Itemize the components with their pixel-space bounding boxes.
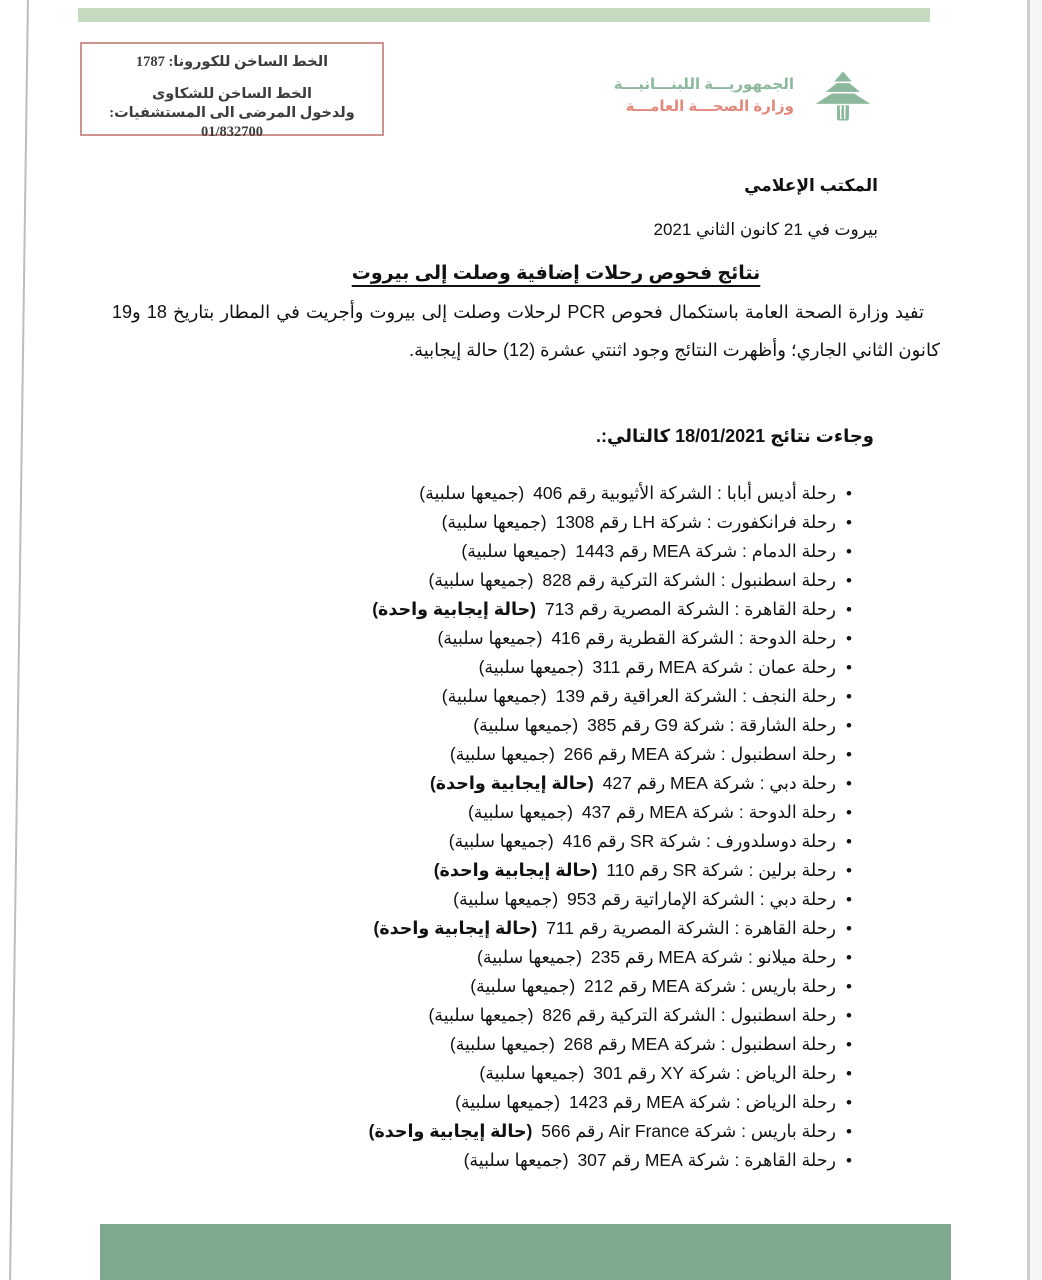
footer-green-bar: [100, 1224, 951, 1280]
flight-item: [110, 798, 852, 827]
flight-result-negative: (جميعها سلبية): [449, 1034, 555, 1054]
flight-info: رحلة اسطنبول : شركة MEA رقم 268: [563, 1034, 836, 1054]
flight-info: رحلة دبي : شركة MEA رقم 427: [602, 773, 836, 793]
flight-item: [110, 566, 852, 595]
page-edge-right: [1027, 0, 1030, 1280]
flight-info: رحلة ميلانو : شركة MEA رقم 235: [590, 947, 836, 967]
flight-item: [110, 943, 852, 972]
flight-result-negative: (جميعها سلبية): [453, 889, 559, 909]
header-green-bar: [78, 8, 930, 22]
flight-item: [110, 769, 852, 798]
logo-republic-text: الجمهوريـــة اللبنـــانيـــة: [613, 76, 794, 93]
flight-result-positive: (حالة إيجابية واحدة): [373, 918, 538, 938]
hotline-box: [80, 42, 384, 140]
flight-result-positive: (حالة إيجابية واحدة): [372, 599, 536, 619]
flight-item: [110, 1088, 852, 1117]
flight-info: رحلة عمان : شركة MEA رقم 311: [592, 657, 836, 677]
corona-hotline-line: الخط الساخن للكورونا: 1787: [135, 54, 329, 70]
flight-info: رحلة القاهرة : الشركة المصرية رقم 711: [546, 918, 836, 938]
flight-info: رحلة الشارقة : شركة G9 رقم 385: [587, 715, 836, 735]
page-margin-right: [1030, 0, 1042, 1280]
flight-item: [110, 595, 852, 624]
flight-item: [110, 682, 852, 711]
flight-result-negative: (جميعها سلبية): [437, 628, 543, 648]
flight-info: رحلة اسطنبول : الشركة التركية رقم 826: [542, 1005, 836, 1025]
flight-info: رحلة باريس : شركة MEA رقم 212: [584, 976, 836, 996]
flight-info: رحلة فرانكفورت : شركة LH رقم 1308: [555, 512, 836, 532]
flight-result-negative: (جميعها سلبية): [428, 1005, 534, 1025]
cedar-tree-icon: [808, 70, 878, 122]
page-edge-left: [9, 0, 29, 1280]
flight-result-negative: (جميعها سلبية): [470, 976, 576, 996]
results-heading: وجاءت نتائج 18/01/2021 كالتالي:.: [596, 426, 874, 446]
flight-item: [110, 653, 852, 682]
flight-info: رحلة القاهرة : الشركة المصرية رقم 713: [544, 599, 836, 619]
flight-item: [110, 972, 852, 1001]
flight-info: رحلة أديس أبابا : الشركة الأثيوبية رقم 406: [533, 483, 836, 503]
flight-result-positive: (حالة إيجابية واحدة): [368, 1121, 533, 1141]
flight-result-negative: (جميعها سلبية): [449, 744, 555, 764]
flight-result-negative: (جميعها سلبية): [477, 947, 582, 967]
flight-info: رحلة اسطنبول : شركة MEA رقم 266: [563, 744, 836, 764]
flight-item: [110, 508, 852, 537]
flight-result-negative: (جميعها سلبية): [479, 1063, 585, 1083]
flight-result-positive: (حالة إيجابية واحدة): [429, 773, 594, 793]
flight-result-negative: (جميعها سلبية): [428, 570, 534, 590]
flight-result-negative: (جميعها سلبية): [455, 1092, 561, 1112]
dateline: بيروت في 21 كانون الثاني 2021: [653, 220, 878, 239]
flight-info: رحلة باريس : شركة Air France رقم 566: [541, 1121, 836, 1141]
flight-info: رحلة برلين : شركة SR رقم 110: [606, 860, 836, 880]
flight-item: [110, 1030, 852, 1059]
flight-item: [110, 740, 852, 769]
flight-info: رحلة الرياض : شركة MEA رقم 1423: [568, 1092, 836, 1112]
flight-info: رحلة الرياض : شركة XY رقم 301: [593, 1063, 836, 1083]
flight-item: [110, 624, 852, 653]
flight-item: [110, 827, 852, 856]
flight-info: رحلة النجف : الشركة العراقية رقم 139: [555, 686, 836, 706]
flight-result-negative: (جميعها سلبية): [419, 483, 525, 503]
flight-result-negative: (جميعها سلبية): [441, 512, 547, 532]
flight-item: [110, 537, 852, 566]
flight-result-negative: (جميعها سلبية): [448, 831, 554, 851]
flight-info: رحلة الدمام : شركة MEA رقم 1443: [575, 541, 836, 561]
flight-result-negative: (جميعها سلبية): [441, 686, 547, 706]
flight-results-list: [110, 479, 852, 1175]
flight-item: [110, 711, 852, 740]
flight-item: [110, 856, 852, 885]
intro-paragraph: تفيد وزارة الصحة العامة باستكمال فحوص PCR لرحلات وصلت إلى بيروت وأجريت في المطار بتاريخ 18 و19 كانون الثاني الجاري؛ وأظهرت النتائج وجود اثنتي عشرة (12) حالة إيجابية.: [112, 302, 940, 360]
complaints-hotline-line2: ولدخول المرضى الى المستشفيات: 01/832700: [109, 105, 355, 140]
flight-result-negative: (جميعها سلبية): [463, 1150, 569, 1170]
flight-item: [110, 914, 852, 943]
flight-result-negative: (جميعها سلبية): [478, 657, 584, 677]
flight-item: [110, 1117, 852, 1146]
flight-item: [110, 1059, 852, 1088]
flight-info: رحلة الدوحة : الشركة القطرية رقم 416: [551, 628, 836, 648]
logo-ministry-text: وزارة الصحـــة العامـــة: [625, 98, 794, 115]
document-title: نتائج فحوص رحلات إضافية وصلت إلى بيروت: [351, 263, 761, 284]
media-office-label: المكتب الإعلامي: [744, 176, 878, 195]
flight-info: رحلة القاهرة : شركة MEA رقم 307: [577, 1150, 836, 1170]
flight-item: [110, 1001, 852, 1030]
flight-result-negative: (جميعها سلبية): [467, 802, 573, 822]
flight-result-negative: (جميعها سلبية): [473, 715, 579, 735]
flight-result-positive: (حالة إيجابية واحدة): [433, 860, 598, 880]
flight-info: رحلة دبي : الشركة الإماراتية رقم 953: [567, 889, 836, 909]
flight-info: رحلة دوسلدورف : شركة SR رقم 416: [562, 831, 836, 851]
flight-info: رحلة الدوحة : شركة MEA رقم 437: [581, 802, 836, 822]
ministry-logo: [614, 70, 878, 122]
flight-item: [110, 479, 852, 508]
flight-item: [110, 1146, 852, 1175]
flight-result-negative: (جميعها سلبية): [461, 541, 567, 561]
complaints-hotline-line1: الخط الساخن للشكاوى: [151, 86, 313, 102]
flight-info: رحلة اسطنبول : الشركة التركية رقم 828: [542, 570, 836, 590]
flight-item: [110, 885, 852, 914]
ministry-logo-text: [614, 74, 794, 118]
